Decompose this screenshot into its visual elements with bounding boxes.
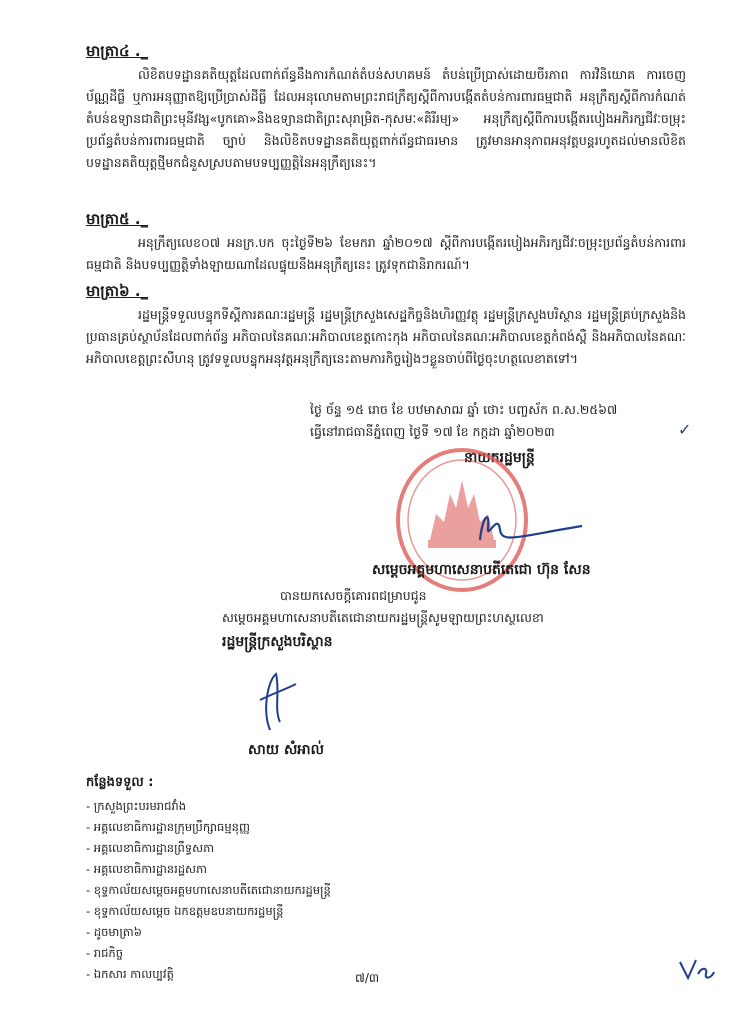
- list-item: - ក្រសួងព្រះបរមរាជវាំង: [86, 799, 187, 813]
- pm-name: សម្តេចអគ្គមហាសេនាបតីតេជោ ហ៊ុន សែន: [372, 562, 591, 578]
- list-item: - អគ្គលេខាធិការដ្ឋានក្រុមប្រឹក្សាធម្មនុញ្ញ: [86, 820, 250, 834]
- list-item: - អគ្គលេខាធិការដ្ឋានព្រឹទ្ធសភា: [86, 841, 215, 855]
- minister-role: រដ្ឋមន្ត្រីក្រសួងបរិស្ថាន: [222, 634, 333, 650]
- minister-name: សាយ សំអាល់: [248, 742, 324, 758]
- page-number: ៧/៣: [355, 971, 380, 985]
- article-4-text: លិខិតបទដ្ឋានគតិយុត្តដែលពាក់ព័ន្ធនឹងការកំណត់តំបន់សហគមន៍ តំបន់ប្រើប្រាស់ដោយចីរភាព ការវិនិយោគ ការចេញប័ណ្ណដីធ្លី ឬការអនុញ្ញាតឱ្យប្រើប្រាស់ដីធ្លី ដែលអនុលោមតាមព្រះរាជក្រឹត្យស្តីពីការបង្កើតតំបន់ការពារធម្មជាតិ អនុក្រឹត្យស្តីពីការកំណត់តំបន់ឧទ្យានជាតិព្រះមុនីវង្ស«បូកគោ»និងឧទ្យានជាតិព្រះសុរាម្រិត-កុសមៈ«គិរីរម្យ» អនុក្រឹត្យស្តីពីការបង្កើតរបៀងអភិរក្សជីវៈចម្រុះប្រព័ន្ធតំបន់ការពារធម្មជាតិ ច្បាប់ និងលិខិតបទដ្ឋានគតិយុត្តពាក់ព័ន្ធជាធរមាន ត្រូវមានអានុភាពអនុវត្តបន្តរហូតដល់មានលិខិតបទដ្ឋានគតិយុត្តថ្មីមកជំនួសស្របតាមបទប្បញ្ញត្តិនៃអនុក្រឹត្យនេះ។: [86, 67, 686, 170]
- article-6-text: រដ្ឋមន្ត្រីទទួលបន្ទុកទីស្តីការគណៈរដ្ឋមន្ត្រី រដ្ឋមន្ត្រីក្រសួងសេដ្ឋកិច្ចនិងហិរញ្ញវត្ថុ រដ្ឋមន្ត្រីក្រសួងបរិស្ថាន រដ្ឋមន្ត្រីគ្រប់ក្រសួងនិងប្រធានគ្រប់ស្ថាប័នដែលពាក់ព័ន្ធ អភិបាលនៃគណៈអភិបាលខេត្តកោះកុង អភិបាលនៃគណៈអភិបាលខេត្តកំពង់ស្ពឺ និងអភិបាលនៃគណៈអភិបាលខេត្តព្រះសីហនុ ត្រូវទទួលបន្ទុកអនុវត្តអនុក្រឹត្យនេះតាមភារកិច្ចរៀងៗខ្លួនចាប់ពីថ្ងៃចុះហត្ថលេខាតទៅ។: [86, 307, 686, 366]
- article-5-text: អនុក្រឹត្យលេខ០៧ អនក្រ.បក ចុះថ្ងៃទី២៦ ខែមករា ឆ្នាំ២០១៧ ស្តីពីការបង្កើតរបៀងអភិរក្សជីវៈចម្រុះប្រព័ន្ធតំបន់ការពារធម្មជាតិ និងបទប្បញ្ញត្តិទាំងឡាយណាដែលផ្ទុយនឹងអនុក្រឹត្យនេះ ត្រូវទុកជានិរាករណ៍។: [86, 235, 686, 272]
- list-item: - ខុទ្ទកាល័យសម្តេចអគ្គមហាសេនាបតីតេជោនាយករដ្ឋមន្ត្រី: [86, 883, 331, 897]
- submission-line-2: សម្តេចអគ្គមហាសេនាបតីតេជោនាយករដ្ឋមន្ត្រីសូមឡាយព្រះហស្ថលេខា: [222, 610, 544, 625]
- minister-signature-icon: [240, 660, 310, 740]
- list-item: - ខុទ្ទកាល័យសម្តេច ឯកឧត្តមឧបនាយករដ្ឋមន្ត្រី: [86, 904, 284, 918]
- list-item: - ដូចមាត្រា៦: [86, 925, 142, 939]
- initial-mark-icon: [676, 956, 716, 984]
- article-5-heading: មាត្រា៥ ._: [86, 210, 149, 228]
- article-6-heading: មាត្រា៦ ._: [86, 282, 149, 300]
- submission-line-1: បានយកសេចក្តីគោរពជម្រាបជូន: [280, 588, 427, 603]
- lunar-date: ថ្ងៃ ច័ន្ទ ១៥ រោច ខែ បឋមាសាឍ ឆ្នាំ ថោះ បញ្ចស័ក ព.ស.២៥៦៧: [310, 402, 618, 417]
- recipients-title: កន្លែងទទួល :: [86, 775, 154, 790]
- recipients-list: [86, 796, 331, 985]
- solar-date: ធ្វើនៅរាជធានីភ្នំពេញ ថ្ងៃទី ១៧ ខែ កក្កដា ឆ្នាំ២០២៣: [310, 424, 555, 439]
- check-mark-icon: ✓: [678, 420, 692, 439]
- list-item: - ឯកសារ កាលប្បវត្តិ: [86, 967, 174, 981]
- list-item: - រាជកិច្ច: [86, 946, 124, 960]
- pm-signature-icon: [460, 500, 590, 550]
- list-item: - អគ្គលេខាធិការដ្ឋានរដ្ឋសភា: [86, 862, 207, 876]
- article-4-heading: មាត្រា៤ ._: [86, 42, 149, 60]
- pm-role: នាយករដ្ឋមន្ត្រី: [464, 450, 535, 466]
